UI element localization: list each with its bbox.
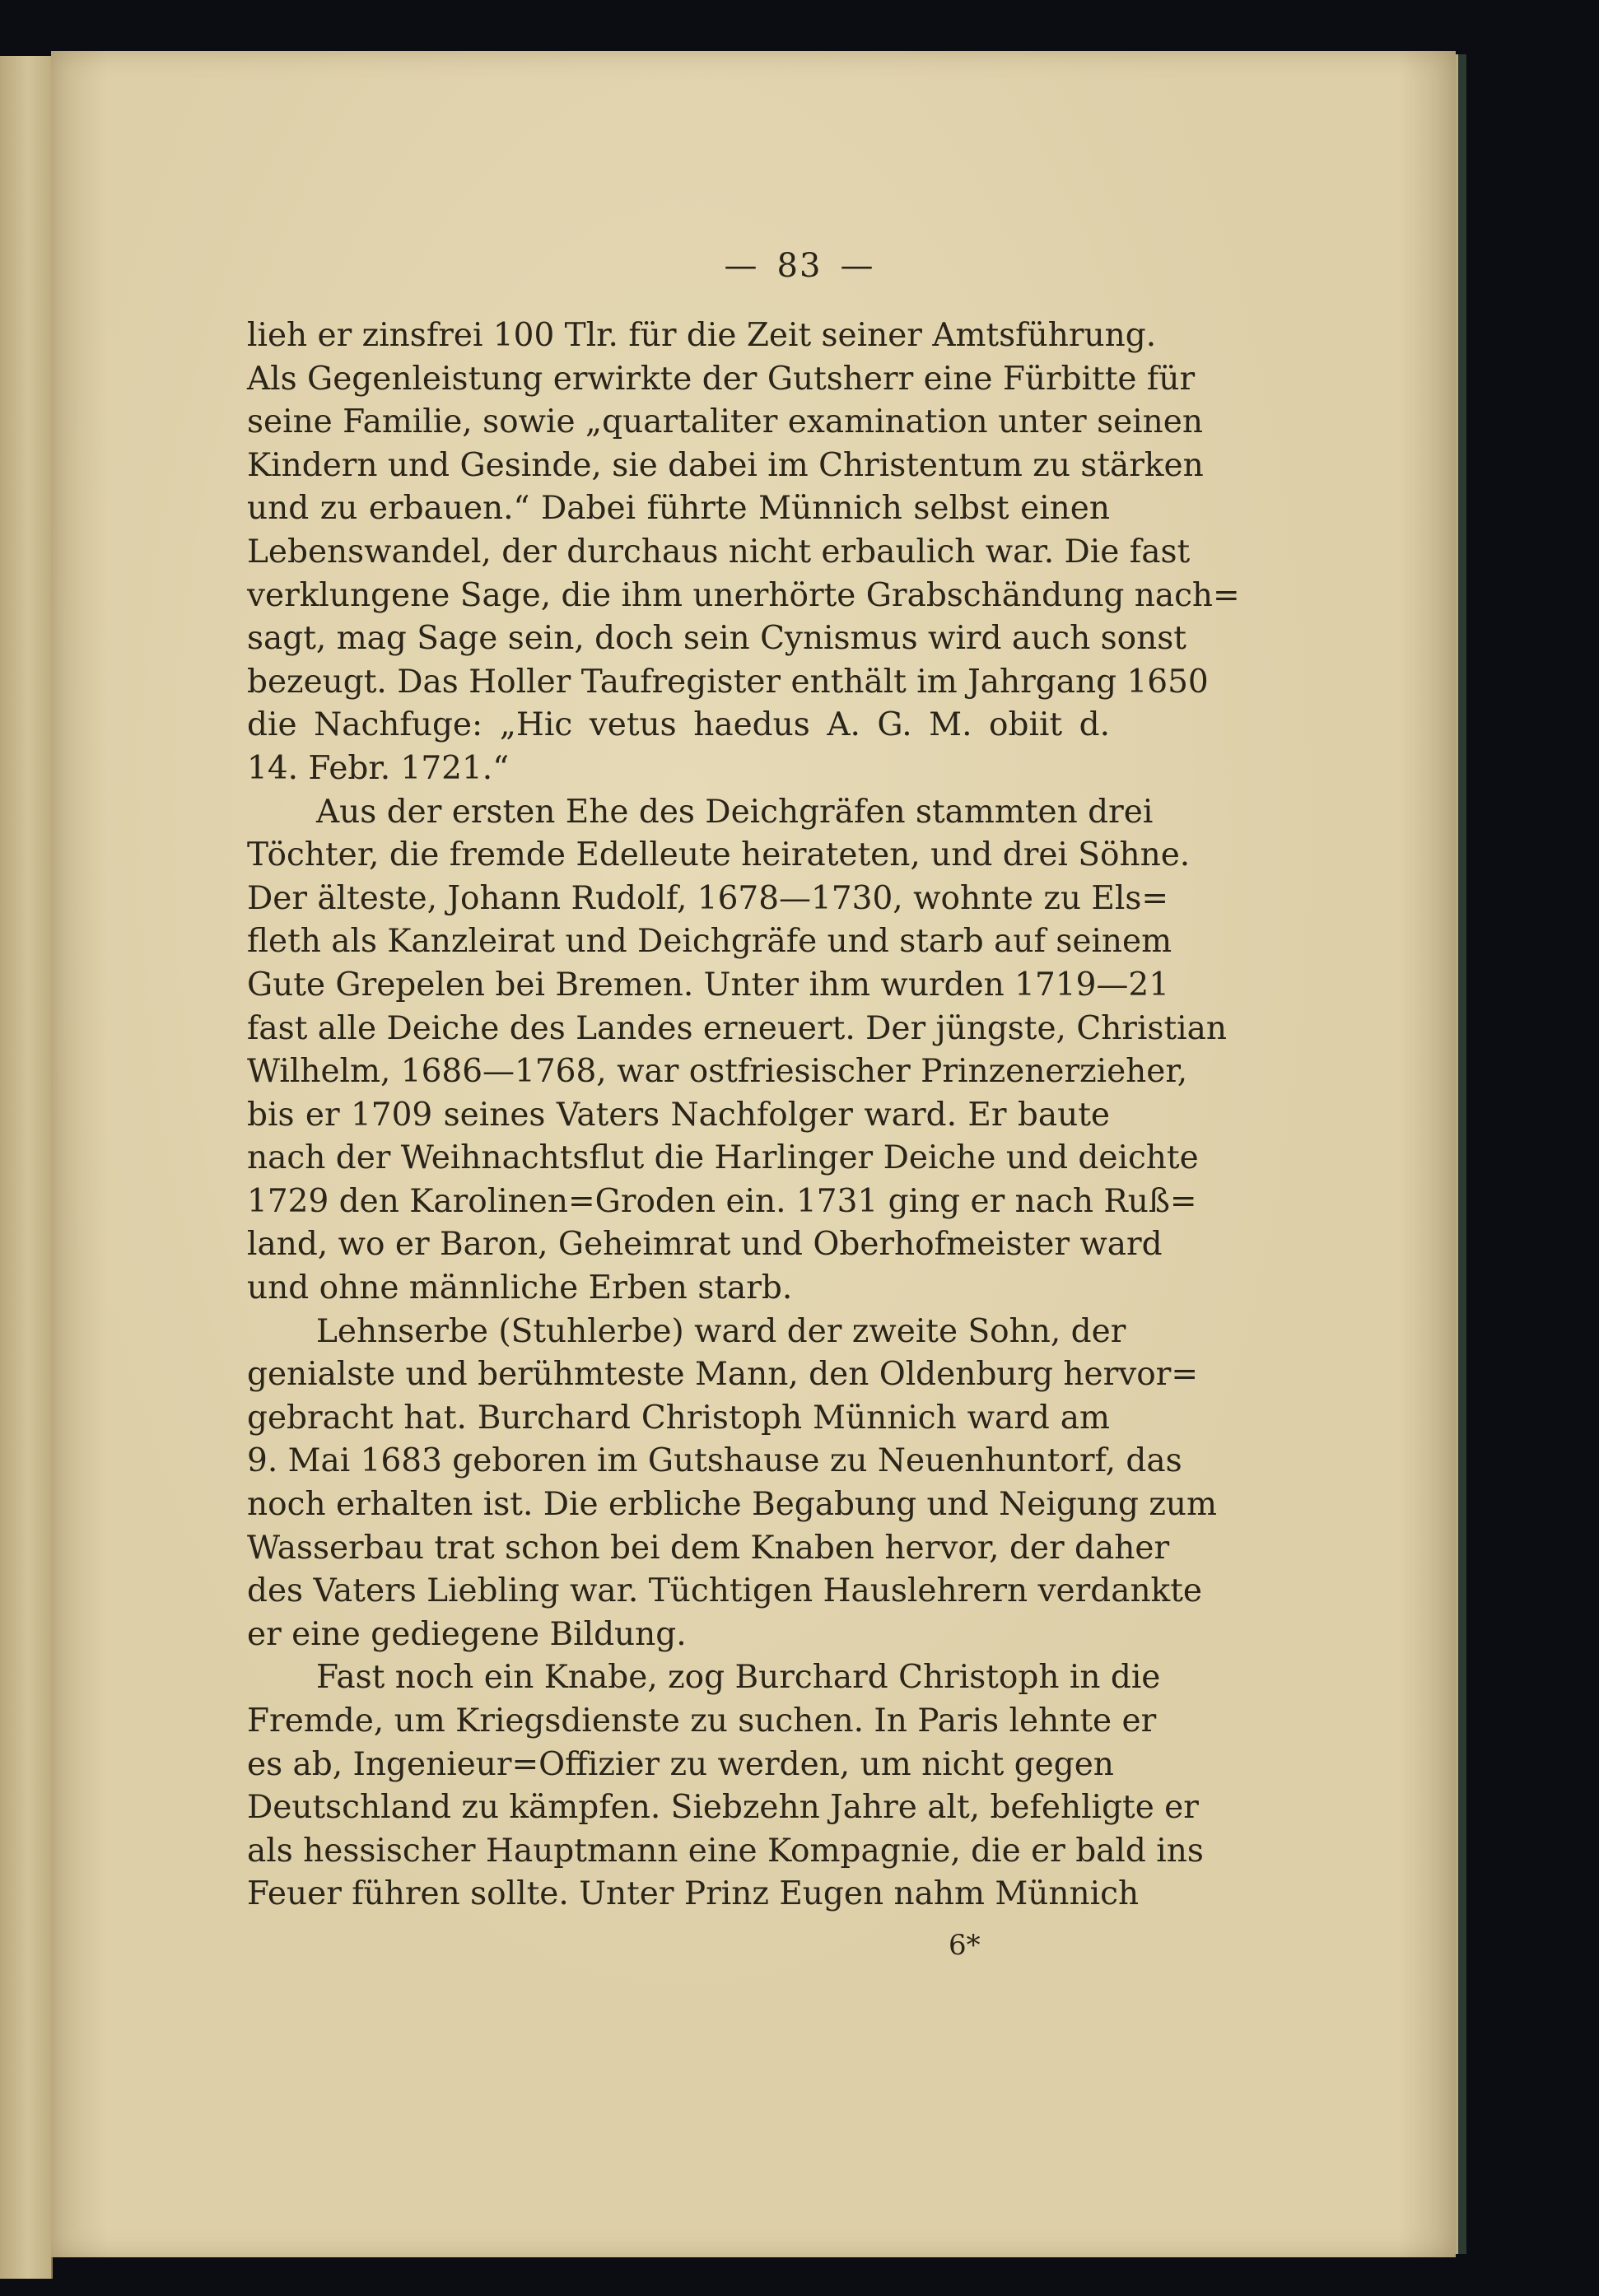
book-cover-edge (1456, 54, 1466, 2254)
text-line: bezeugt. Das Holler Taufregister enthält im Jahrgang 1650 (247, 663, 1209, 701)
text-line: Kindern und Gesinde, sie dabei im Christentum zu stärken (247, 446, 1204, 484)
text-line: fast alle Deiche des Landes erneuert. Der jüngste, Christian (247, 1009, 1227, 1047)
text-line: genialste und berühmteste Mann, den Oldenburg hervor= (247, 1356, 1199, 1394)
text-line: fleth als Kanzleirat und Deichgräfe und starb auf seinem (247, 923, 1172, 961)
text-line: gebracht hat. Burchard Christoph Münnich ward am (247, 1399, 1110, 1437)
text-line: 1729 den Karolinen=Groden ein. 1731 ging er nach Ruß= (247, 1182, 1197, 1220)
text-line: und zu erbauen.“ Dabei führte Münnich selbst einen (247, 490, 1110, 528)
text-line: Wasserbau trat schon bei dem Knaben hervor, der daher (247, 1529, 1170, 1567)
text-line: sagt, mag Sage sein, doch sein Cynismus wird auch sonst (247, 620, 1186, 658)
page-header (0, 247, 1599, 285)
text-line: Lehnserbe (Stuhlerbe) ward der zweite Sohn, der (316, 1312, 1126, 1350)
text-line: Gute Grepelen bei Bremen. Unter ihm wurden 1719—21 (247, 966, 1170, 1004)
text-line: seine Familie, sowie „quartaliter examination unter seinen (247, 403, 1203, 441)
text-line: Lebenswandel, der durchaus nicht erbaulich war. Die fast (247, 533, 1191, 571)
text-line: Wilhelm, 1686—1768, war ostfriesischer Prinzenerzieher, (247, 1053, 1188, 1091)
text-line: Fast noch ein Knabe, zog Burchard Christoph in die (316, 1659, 1161, 1697)
text-line: nach der Weihnachtsflut die Harlinger Deiche und deichte (247, 1139, 1199, 1177)
text-line: land, wo er Baron, Geheimrat und Oberhofmeister ward (247, 1226, 1163, 1264)
text-line: lieh er zinsfrei 100 Tlr. für die Zeit seiner Amtsführung. (247, 317, 1157, 354)
text-line: Aus der ersten Ehe des Deichgräfen stammten drei (316, 793, 1154, 831)
text-line: als hessischer Hauptmann eine Kompagnie, die er bald ins (247, 1832, 1204, 1870)
text-line: noch erhalten ist. Die erbliche Begabung und Neigung zum (247, 1486, 1218, 1524)
body-text (247, 314, 1240, 1916)
page-number: 83 (776, 247, 823, 285)
text-line: Fremde, um Kriegsdienste zu suchen. In Paris lehnte er (247, 1702, 1157, 1739)
text-line: die Nachfuge: „Hic vetus haedus A. G. M. obiit d. (247, 706, 1110, 744)
text-line: er eine gediegene Bildung. (247, 1615, 687, 1653)
signature-mark: 6* (949, 1929, 981, 1962)
text-line: des Vaters Liebling war. Tüchtigen Hauslehrern verdankte (247, 1572, 1202, 1610)
text-line: Töchter, die fremde Edelleute heirateten, und drei Söhne. (247, 836, 1191, 874)
text-line: es ab, Ingenieur=Offizier zu werden, um nicht gegen (247, 1745, 1114, 1783)
text-line: 9. Mai 1683 geboren im Gutshause zu Neuenhuntorf, das (247, 1442, 1182, 1480)
text-line: 14. Febr. 1721.“ (247, 749, 510, 787)
text-line: bis er 1709 seines Vaters Nachfolger ward. Er baute (247, 1096, 1110, 1134)
text-line: Als Gegenleistung erwirkte der Gutsherr eine Fürbitte für (247, 360, 1196, 398)
text-line: und ohne männliche Erben starb. (247, 1269, 793, 1307)
text-line: Der älteste, Johann Rudolf, 1678—1730, wohnte zu Els= (247, 879, 1169, 917)
header-dash-right: — (840, 247, 875, 285)
previous-page-edge (0, 56, 53, 2279)
text-line: verklungene Sage, die ihm unerhörte Grabschändung nach= (247, 576, 1240, 614)
header-dash-left: — (724, 247, 759, 285)
text-line: Deutschland zu kämpfen. Siebzehn Jahre alt, befehligte er (247, 1789, 1199, 1827)
text-line: Feuer führen sollte. Unter Prinz Eugen nahm Münnich (247, 1875, 1140, 1913)
